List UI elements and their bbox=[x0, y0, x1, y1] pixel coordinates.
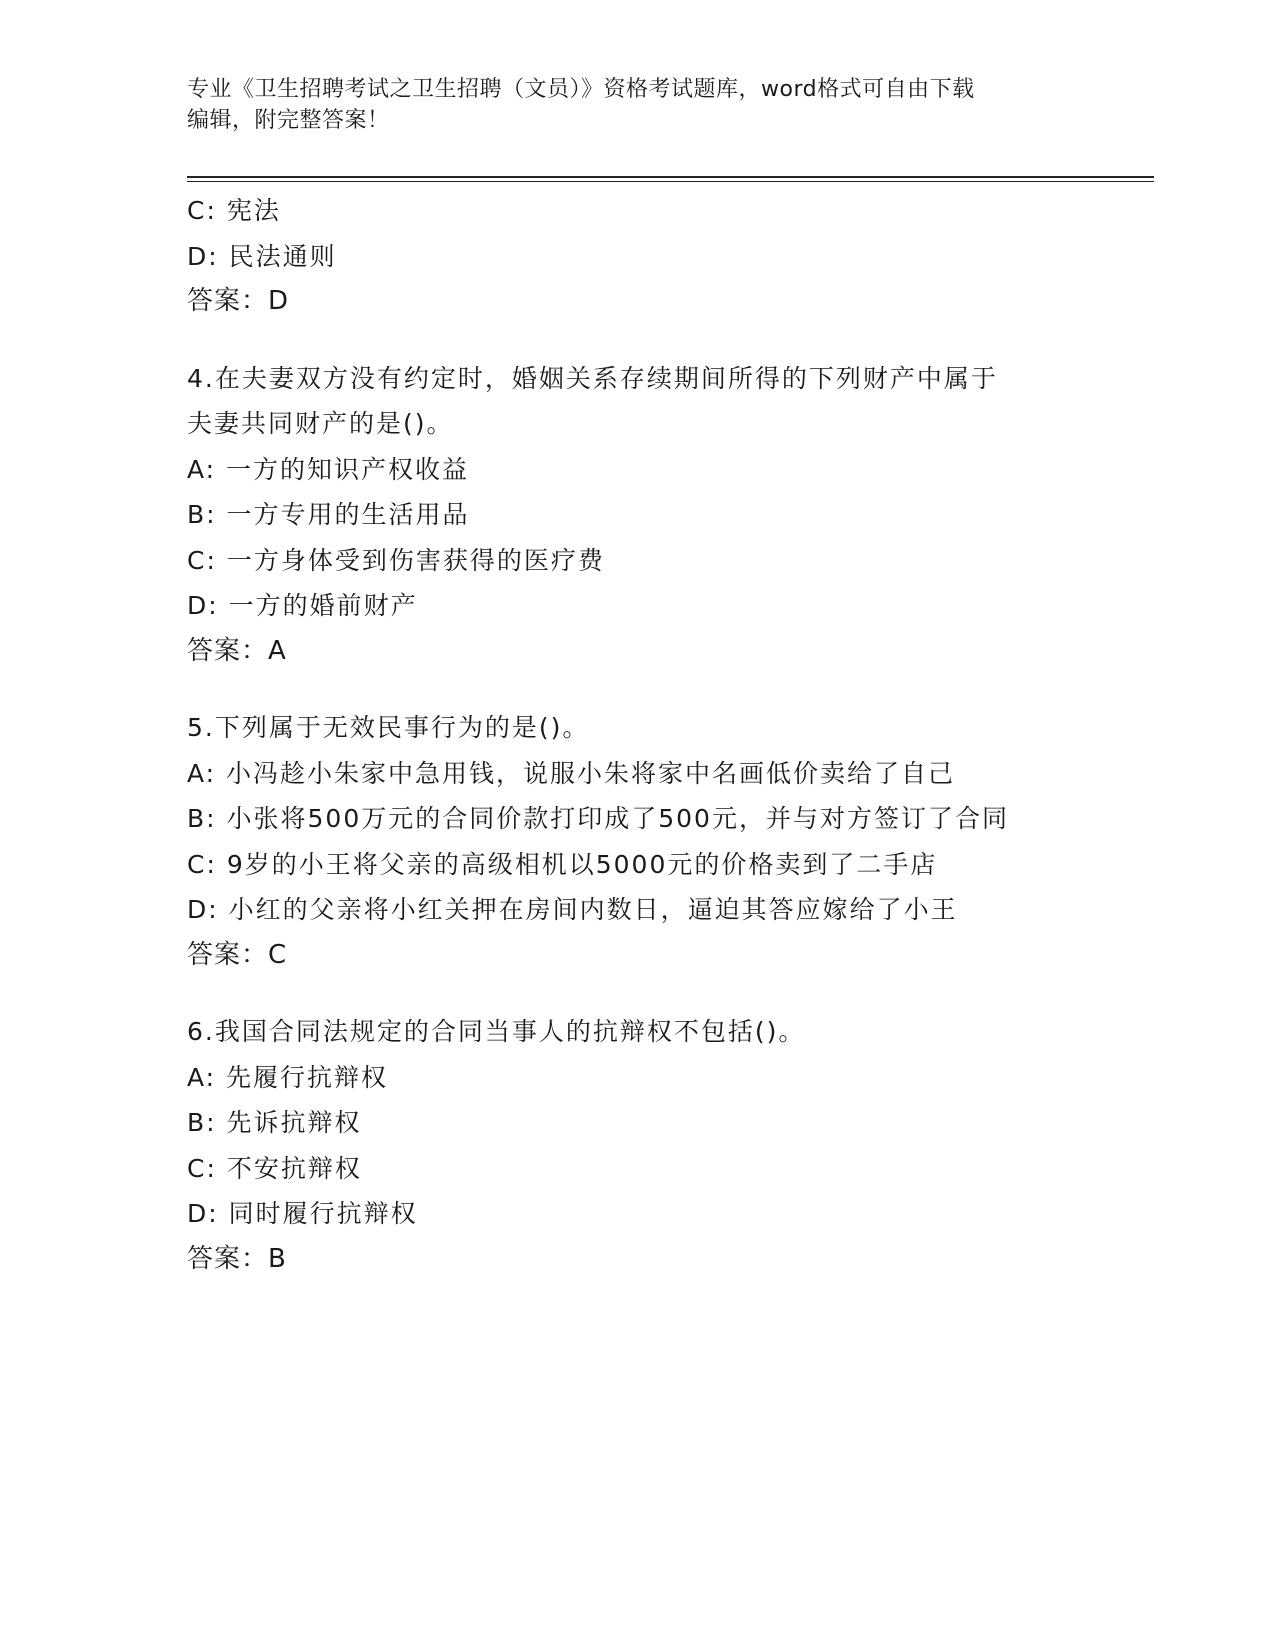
spacer bbox=[187, 325, 1147, 356]
option-a: A: 小冯趁小朱家中急用钱，说服小朱将家中名画低价卖给了自己 bbox=[187, 758, 956, 788]
header-rule-thick bbox=[187, 176, 1154, 178]
question-stem: 4.在夫妻双方没有约定时，婚姻关系存续期间所得的下列财产中属于 bbox=[187, 363, 998, 393]
question-stem: 夫妻共同财产的是()。 bbox=[187, 409, 454, 438]
option-b: B: 小张将500万元的合同价款打印成了500元，并与对方签订了合同 bbox=[187, 804, 1009, 833]
question-stem: 5.下列属于无效民事行为的是()。 bbox=[187, 713, 590, 742]
option-a: A: 先履行抗辩权 bbox=[187, 1062, 389, 1092]
option-c: C: 不安抗辩权 bbox=[187, 1153, 362, 1183]
question-3-continuation bbox=[187, 188, 1147, 325]
option-b: B: 先诉抗辩权 bbox=[187, 1108, 362, 1137]
question-4 bbox=[187, 356, 1147, 675]
option-a: A: 一方的知识产权收益 bbox=[187, 454, 470, 484]
question-stem: 6.我国合同法规定的合同当事人的抗辩权不包括()。 bbox=[187, 1017, 806, 1046]
option-b: B: 一方专用的生活用品 bbox=[187, 500, 470, 529]
question-list bbox=[187, 188, 1147, 1282]
option-d: D: 一方的婚前财产 bbox=[187, 591, 418, 620]
spacer bbox=[187, 978, 1147, 1009]
option-c: C: 一方身体受到伤害获得的医疗费 bbox=[187, 545, 605, 575]
option-d: D: 小红的父亲将小红关押在房间内数日，逼迫其答应嫁给了小王 bbox=[187, 895, 958, 924]
page-header bbox=[187, 74, 1067, 136]
answer-line: 答案：A bbox=[187, 635, 287, 666]
spacer bbox=[187, 674, 1147, 705]
answer-line: 答案：C bbox=[187, 939, 288, 970]
header-rule-thin bbox=[187, 181, 1154, 182]
question-6 bbox=[187, 1009, 1147, 1282]
header-line-1: 专业《卫生招聘考试之卫生招聘（文员）》资格考试题库，word格式可自由下载 bbox=[187, 77, 975, 102]
option-c: C: 9岁的小王将父亲的高级相机以5000元的价格卖到了二手店 bbox=[187, 849, 938, 879]
question-5 bbox=[187, 705, 1147, 978]
option-d: D: 民法通则 bbox=[187, 241, 337, 271]
answer-line: 答案：D bbox=[187, 286, 290, 316]
header-line-2: 编辑，附完整答案！ bbox=[187, 108, 390, 133]
option-d: D: 同时履行抗辩权 bbox=[187, 1199, 418, 1228]
option-c: C: 宪法 bbox=[187, 196, 281, 225]
answer-line: 答案：B bbox=[187, 1243, 287, 1274]
